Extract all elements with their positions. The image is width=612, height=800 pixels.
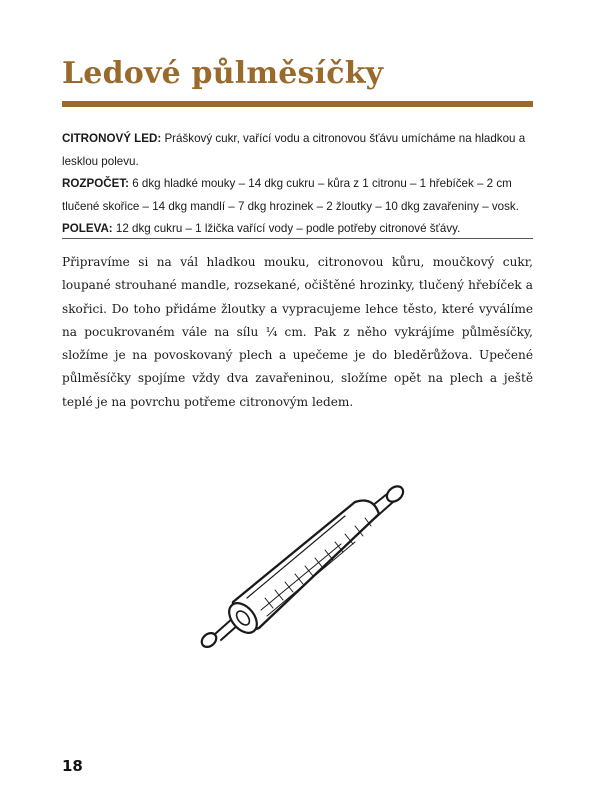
rolling-pin-icon <box>195 480 415 660</box>
section-divider <box>62 238 533 239</box>
recipe-title: Ledové půlměsíčky <box>62 56 384 91</box>
ingredient-text: Práškový cukr, vařící vodu a citronovou šťávu umícháme na hladkou a lesklou polevu. <box>62 132 526 168</box>
ingredient-section <box>62 128 537 173</box>
recipe-instructions: Připravíme si na vál hladkou mouku, citronovou kůru, moučkový cukr, loupané strouhané mandle, rozsekané, očištěné hrozinky, tlučený hřebíček a skořici. Do toho přidáme žloutky a vypracujeme lehce těsto, které vyválíme na pocukrovaném vále na sílu ¼ cm. Pak z něho vykrájíme půlměsíčky, složíme je na povoskovaný plech a upečeme je do bleděrůžova. Upečené půlměsíčky spojíme vždy dva zavařeninou, složíme opět na plech a ještě teplé je na povrchu potřeme citronovým ledem. <box>62 255 533 409</box>
title-underline <box>62 101 533 107</box>
ingredient-label: POLEVA: <box>62 222 113 235</box>
page-number: 18 <box>62 757 83 775</box>
ingredient-label: ROZPOČET: <box>62 177 129 190</box>
ingredient-text: 12 dkg cukru – 1 lžička vařící vody – podle potřeby citronové šťávy. <box>115 222 461 235</box>
ingredients-block <box>62 128 537 241</box>
ingredient-label: CITRONOVÝ LED: <box>62 132 162 145</box>
ingredient-section <box>62 173 537 218</box>
ingredient-text: 6 dkg hladké mouky – 14 dkg cukru – kůra z 1 citronu – 1 hřebíček – 2 cm tlučené skořice – 14 dkg mandlí – 7 dkg hrozinek – 2 žloutky – 10 dkg zavařeniny – vosk. <box>62 177 519 213</box>
